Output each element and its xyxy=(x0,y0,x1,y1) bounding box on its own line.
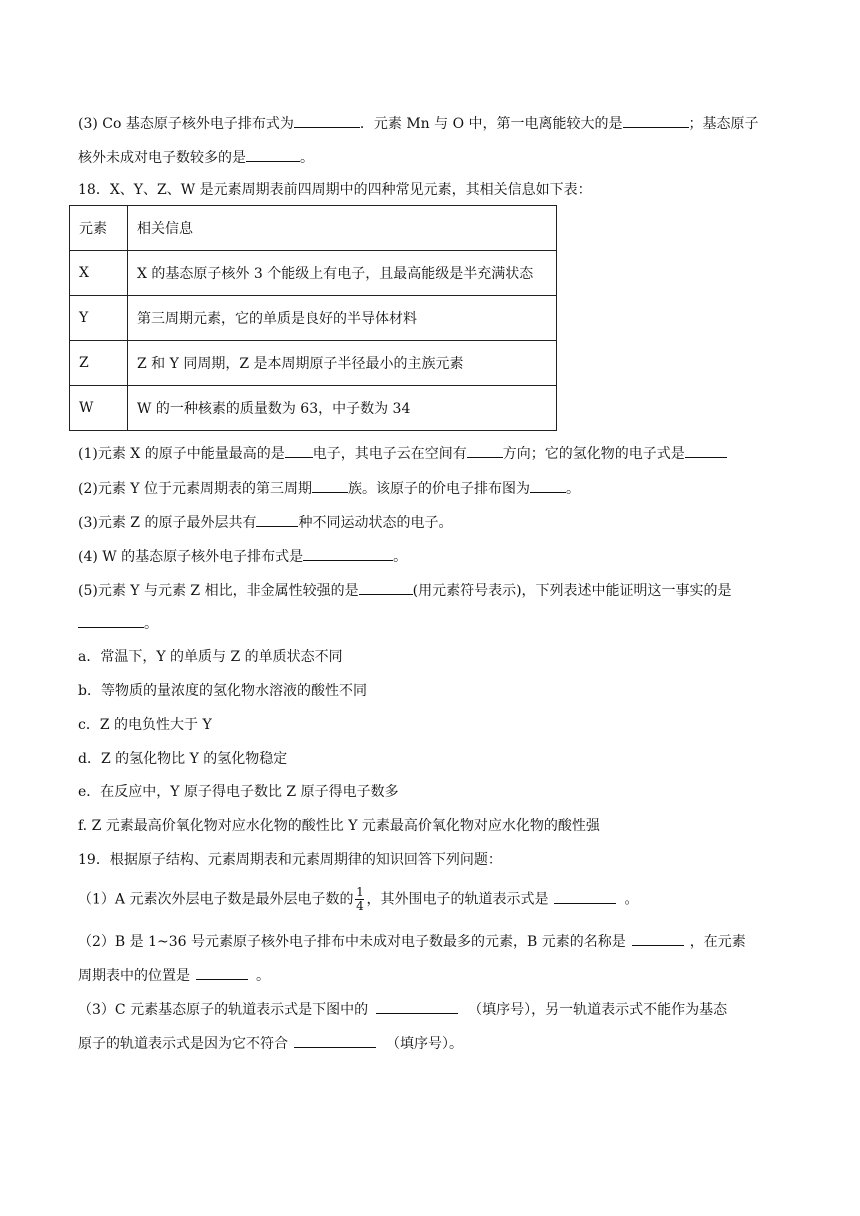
answer-blank[interactable] xyxy=(530,477,566,493)
table-cell-info: Z 和 Y 同周期，Z 是本周期原子半径最小的主族元素 xyxy=(128,341,557,386)
answer-blank[interactable] xyxy=(294,1032,376,1048)
q18-intro: 18．X、Y、Z、W 是元素周期表前四周期中的四种常见元素，其相关信息如下表： xyxy=(78,182,592,198)
answer-blank[interactable] xyxy=(303,545,393,561)
table-row xyxy=(70,251,557,296)
answer-blank[interactable] xyxy=(467,442,503,458)
option-d: d．Z 的氢化物比 Y 的氢化物稳定 xyxy=(78,751,288,767)
q18-part3: (3)元素 Z 的原子最外层共有 种不同运动状态的电子。 xyxy=(78,511,452,533)
table-row xyxy=(70,341,557,386)
table-header-cell: 元素 xyxy=(70,206,128,251)
answer-blank[interactable] xyxy=(632,930,684,946)
q19-part2-line1: （2）B 是 1~36 号元素原子核外电子排布中未成对电子数最多的元素，B 元素的名称是 ，在元素 xyxy=(78,930,746,952)
option-f: f. Z 元素最高价氧化物对应水化物的酸性比 Y 元素最高价氧化物对应水化物的酸性强 xyxy=(78,818,600,834)
answer-blank[interactable] xyxy=(359,579,413,595)
table-cell-info: X 的基态原子核外 3 个能级上有电子，且最高能级是半充满状态 xyxy=(128,251,557,296)
q18-part2: (2)元素 Y 位于元素周期表的第三周期 族。该原子的价电子排布图为 。 xyxy=(78,477,580,499)
answer-blank[interactable] xyxy=(285,442,313,458)
table-cell-info: W 的一种核素的质量数为 63，中子数为 34 xyxy=(128,386,557,431)
option-b: b．等物质的量浓度的氢化物水溶液的酸性不同 xyxy=(78,683,367,699)
table-cell-element: Z xyxy=(70,341,128,386)
answer-blank[interactable] xyxy=(78,612,144,628)
q19-part1: （1）A 元素次外层电子数是最外层电子数的 $\frac{1}{4}$ ，其外围电子的轨道表示式是 。 xyxy=(78,885,639,913)
q18-part1: (1)元素 X 的原子中能量最高的是 电子，其电子云在空间有 方向；它的氢化物的电子式是 xyxy=(78,442,727,464)
answer-blank[interactable] xyxy=(554,888,616,904)
q19-part2-line2: 周期表中的位置是 。 xyxy=(78,964,270,986)
q18-part5-line1: (5)元素 Y 与元素 Z 相比，非金属性较强的是 (用元素符号表示)，下列表述中能证明这一事实的是 xyxy=(78,579,732,601)
option-a: a．常温下，Y 的单质与 Z 的单质状态不同 xyxy=(78,649,343,665)
answer-blank[interactable] xyxy=(685,442,727,458)
q19-intro: 19．根据原子结构、元素周期表和元素周期律的知识回答下列问题： xyxy=(78,852,502,868)
q17-part3-line1: (3) Co 基态原子核外电子排布式为 ．元素 Mn 与 O 中，第一电离能较大的是 ；基态原子 xyxy=(78,112,759,134)
answer-blank[interactable] xyxy=(376,998,458,1014)
element-info-table xyxy=(69,205,557,431)
table-header-cell: 相关信息 xyxy=(128,206,557,251)
q18-part4: (4) W 的基态原子核外电子排布式是 。 xyxy=(78,545,407,567)
table-row xyxy=(70,296,557,341)
option-e: e．在反应中，Y 原子得电子数比 Z 原子得电子数多 xyxy=(78,784,399,800)
fraction: $\frac{1}{4}$ xyxy=(356,885,364,913)
table-header-row xyxy=(70,206,557,251)
table-cell-element: W xyxy=(70,386,128,431)
q19-part3-line1: （3）C 元素基态原子的轨道表示式是下图中的 （填序号），另一轨道表示式不能作为基态 xyxy=(78,998,727,1020)
answer-blank[interactable] xyxy=(294,112,360,128)
answer-blank[interactable] xyxy=(623,112,689,128)
answer-blank[interactable] xyxy=(312,477,348,493)
q17-part3-line2: 核外未成对电子数较多的是 。 xyxy=(78,146,314,168)
table-cell-info: 第三周期元素，它的单质是良好的半导体材料 xyxy=(128,296,557,341)
option-c: c．Z 的电负性大于 Y xyxy=(78,717,212,733)
table-cell-element: Y xyxy=(70,296,128,341)
answer-blank[interactable] xyxy=(196,964,248,980)
table-row xyxy=(70,386,557,431)
answer-blank[interactable] xyxy=(256,511,298,527)
table-cell-element: X xyxy=(70,251,128,296)
q18-part5-line2: 。 xyxy=(78,612,158,634)
answer-blank[interactable] xyxy=(246,146,300,162)
q19-part3-line2: 原子的轨道表示式是因为它不符合 （填序号）。 xyxy=(78,1032,463,1054)
